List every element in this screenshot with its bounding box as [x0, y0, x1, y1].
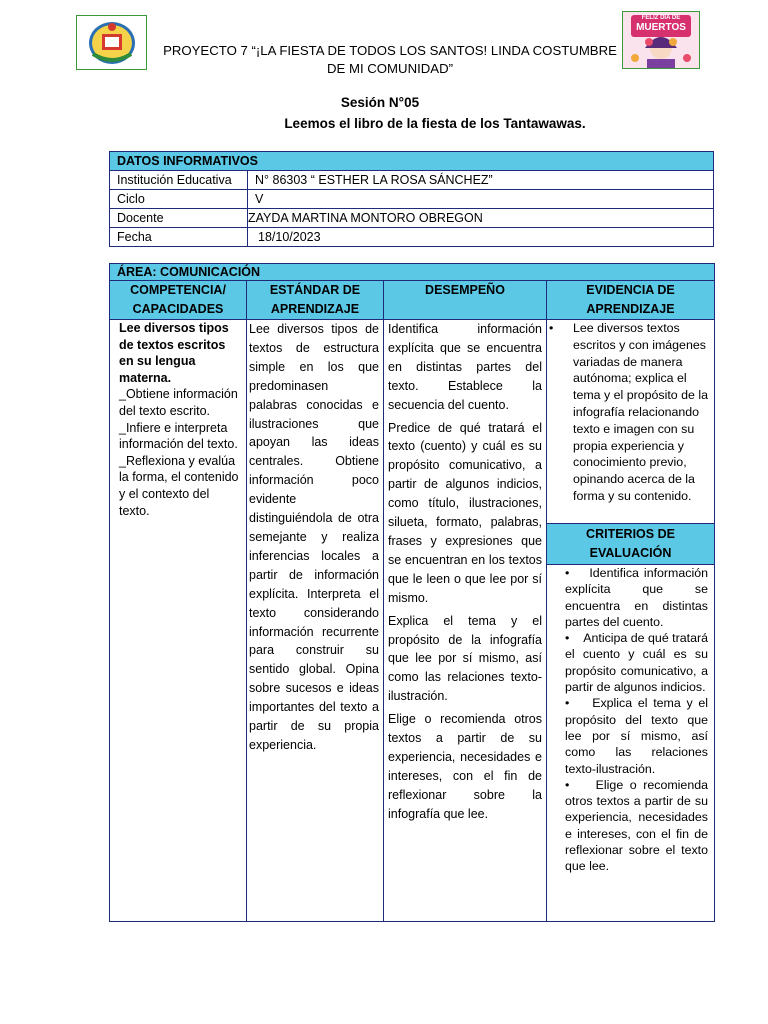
header-competencia: COMPETENCIA/ CAPACIDADES — [110, 281, 247, 320]
capacidad-item: _Obtiene información del texto escrito. — [119, 387, 238, 418]
criterio-text: Explica el tema y el propósito del texto que lee por sí mismo, así como las relaciones texto-ilustración. — [565, 696, 708, 776]
list-item — [565, 630, 708, 695]
logo-text-dia: DIA — [660, 15, 671, 21]
header-evidencia: EVIDENCIA DE APRENDIZAJE — [547, 281, 715, 320]
info-value: N° 86303 “ ESTHER LA ROSA SÁNCHEZ” — [248, 171, 714, 190]
session-number: Sesión N°05 — [340, 95, 420, 110]
bullet-icon: • — [565, 696, 570, 711]
table-row — [110, 171, 714, 190]
table-row — [110, 209, 714, 228]
info-value: ZAYDA MARTINA MONTORO OBREGON — [248, 209, 714, 228]
bullet-icon: • — [565, 777, 570, 792]
list-item — [565, 565, 708, 630]
school-logo — [76, 15, 147, 70]
desempeno-item: Explica el tema y el propósito de la infografía que lee por sí mismo, así como las relaciones texto-ilustración. — [388, 613, 542, 704]
area-title: ÁREA: COMUNICACIÓN — [110, 264, 715, 281]
bullet-icon: • — [549, 321, 554, 335]
table-row — [110, 190, 714, 209]
info-table — [109, 151, 714, 247]
info-value: V — [248, 190, 714, 209]
capacidad-item: _Reflexiona y evalúa la forma, el contenido y el contexto del texto. — [119, 453, 239, 518]
desempeno-item: Identifica información explícita que se encuentra en distintas partes del texto. Establece la secuencia del cuento. — [388, 322, 542, 412]
info-title: DATOS INFORMATIVOS — [110, 152, 714, 171]
school-crest-icon — [77, 16, 146, 69]
competencia-cell — [110, 320, 247, 922]
capacidad-item: _Infiere e interpreta información del texto. — [119, 420, 238, 452]
desempeno-item: Predice de qué tratará el texto (cuento) y cuál es su propósito comunicativo, a partir de algunos indicios, como título, ilustraciones, silueta, formato, palabras, frases y expresiones que se encuentran en los textos que le leen o que lee por sí mismo. — [388, 420, 542, 605]
desempeno-item: Elige o recomienda otros textos a partir de su experiencia, necesidades e intereses, con el fin de reflexionar sobre la infografía que lee. — [388, 712, 542, 821]
criterio-text: Identifica información explícita que se encuentra en distintas partes del cuento. — [565, 566, 708, 629]
logo-text-feliz: FELIZ — [641, 15, 659, 21]
session-subtitle: Leemos el libro de la fiesta de los Tantawawas. — [284, 116, 586, 131]
bullet-icon: • — [565, 566, 570, 580]
logo-text-de: DE — [671, 15, 681, 21]
evidencia-text: Lee diversos textos escritos y con imágenes variadas de manera autónoma; explica el tema y el propósito de la infografía relacionando texto e imagen con su propia experiencia y conocimiento previo, opinando acerca de la forma y su contenido. — [573, 321, 708, 503]
evidencia-cell — [547, 320, 715, 922]
list-item — [565, 777, 708, 875]
info-value: 18/10/2023 — [248, 228, 714, 247]
header-estandar: ESTÁNDAR DE APRENDIZAJE — [247, 281, 384, 320]
estandar-cell: Lee diversos tipos de textos de estructura simple en los que predominasen palabras conocidas e ilustraciones que apoyan las ideas centrales. Obtiene información poco evidente distinguiéndola de otra semejante y realiza inferencias locales a partir de información explícita. Interpreta el texto considerando información recurrente para construir su sentido global. Opina sobre sucesos e ideas importantes del texto a partir de su propia experiencia. — [247, 320, 384, 922]
bullet-icon: • — [565, 631, 570, 646]
criterios-title: CRITERIOS DE EVALUACIÓN — [547, 523, 714, 565]
desempeno-cell — [384, 320, 547, 922]
logo-text-muertos: MUERTOS — [636, 22, 686, 33]
info-label: Ciclo — [110, 190, 248, 209]
info-label: Institución Educativa — [110, 171, 248, 190]
area-table — [109, 263, 715, 922]
project-title: PROYECTO 7 “¡LA FIESTA DE TODOS LOS SANTOS! LINDA COSTUMBRE DE MI COMUNIDAD” — [163, 43, 617, 76]
criterio-text: Elige o recomienda otros textos a partir de su experiencia, necesidades e intereses, con el fin de reflexionar sobre el texto que lee. — [565, 777, 708, 874]
info-label: Docente — [110, 209, 248, 228]
criterio-text: Anticipa de qué tratará el cuento y cuál es su propósito comunicativo, a partir de algunos indicios. — [565, 631, 708, 695]
criterios-list — [547, 565, 714, 875]
competencia-title: Lee diversos tipos de textos escritos en su lengua materna. — [119, 321, 229, 385]
dia-de-muertos-logo — [622, 11, 700, 69]
table-row — [110, 228, 714, 247]
header-desempeno: DESEMPEÑO — [384, 281, 547, 320]
list-item — [565, 695, 708, 776]
info-label: Fecha — [110, 228, 248, 247]
